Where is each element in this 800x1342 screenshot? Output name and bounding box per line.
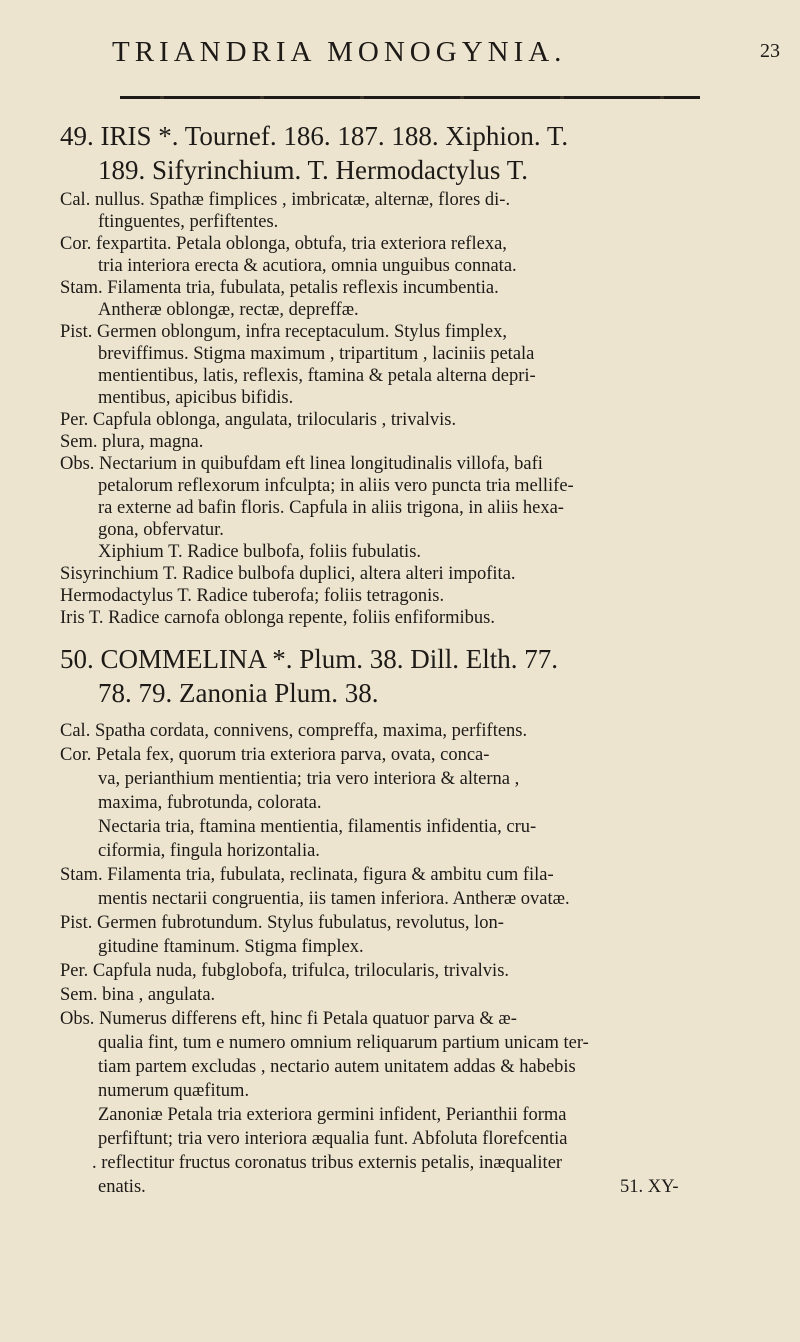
entry-50-line: numerum quæfitum. [98,1081,250,1101]
entry-50-line: mentis nectarii congruentia, iis tamen inferiora. Antheræ ovatæ. [98,889,570,909]
entry-50-line: Cor. Petala fex, quorum tria exteriora parva, ovata, conca- [60,745,490,765]
entry-50-line: tiam partem excludas , nectario autem unitatem addas & habebis [98,1057,576,1077]
entry-50-title-cont: 78. 79. Zanonia Plum. 38. [98,678,379,708]
entry-49-line: Xiphium T. Radice bulbofa, foliis fubulatis. [98,542,422,562]
entry-50-line: . reflectitur fructus coronatus tribus externis petalis, inæqualiter [92,1153,563,1173]
entry-50-line: perfiftunt; tria vero interiora æqualia funt. Abfoluta florefcentia [98,1129,568,1149]
entry-49-line: tria interiora erecta & acutiora, omnia unguibus connata. [98,256,517,276]
entry-49-line: Hermodactylus T. Radice tuberofa; foliis tetragonis. [60,586,445,606]
entry-49-line: gona, obfervatur. [98,520,224,540]
header-rule [120,96,700,99]
catchword: 51. XY- [620,1177,679,1197]
entry-50-line: gitudine ftaminum. Stigma fimplex. [98,937,364,957]
entry-49-line: mentientibus, latis, reflexis, ftamina & petala alterna depri- [98,366,536,386]
entry-50-line: Per. Capfula nuda, fubglobofa, trifulca, trilocularis, trivalvis. [60,961,510,981]
entry-49-line: Cor. fexpartita. Petala oblonga, obtufa, tria exteriora reflexa, [60,234,507,254]
entry-50-line: Pist. Germen fubrotundum. Stylus fubulatus, revolutus, lon- [60,913,504,933]
entry-49-title-cont: 189. Sifyrinchium. T. Hermodactylus T. [98,155,528,185]
entry-50-title: 50. COMMELINA *. Plum. 38. Dill. Elth. 77. [60,644,559,674]
entry-49-line: Sisyrinchium T. Radice bulbofa duplici, altera alteri impofita. [60,564,516,584]
entry-50-line: va, perianthium mentientia; tria vero interiora & alterna , [98,769,520,789]
entry-49-line: Obs. Nectarium in quibufdam eft linea longitudinalis villofa, bafi [60,454,543,474]
running-header: TRIANDRIA MONOGYNIA. [112,36,567,68]
entry-49-line: Per. Capfula oblonga, angulata, trilocularis , trivalvis. [60,410,457,430]
entry-50-line: Zanoniæ Petala tria exteriora germini infident, Perianthii forma [98,1105,567,1125]
entry-49-line: ra externe ad bafin floris. Capfula in aliis trigona, in aliis hexa- [98,498,564,518]
entry-50-line: Cal. Spatha cordata, connivens, compreffa, maxima, perfiftens. [60,721,528,741]
entry-49-line: Sem. plura, magna. [60,432,204,452]
entry-50-line: Obs. Numerus differens eft, hinc fi Petala quatuor parva & æ- [60,1009,517,1029]
entry-49-line: Cal. nullus. Spathæ fimplices , imbricatæ, alternæ, flores di-. [60,190,511,210]
entry-49-line: Antheræ oblongæ, rectæ, depreffæ. [98,300,359,320]
entry-50-line: qualia fint, tum e numero omnium reliquarum partium unicam ter- [98,1033,589,1053]
entry-49-line: mentibus, apicibus bifidis. [98,388,294,408]
entry-50-line: Nectaria tria, ftamina mentientia, filamentis infidentia, cru- [98,817,537,837]
entry-50-line: Sem. bina , angulata. [60,985,216,1005]
entry-49-line: Pist. Germen oblongum, infra receptaculum. Stylus fimplex, [60,322,507,342]
entry-49-line: Iris T. Radice carnofa oblonga repente, foliis enfiformibus. [60,608,495,628]
entry-49-line: petalorum reflexorum infculpta; in aliis vero puncta tria mellife- [98,476,574,496]
page-number: 23 [760,40,780,62]
entry-49-line: Stam. Filamenta tria, fubulata, petalis reflexis incumbentia. [60,278,499,298]
entry-50-line: Stam. Filamenta tria, fubulata, reclinata, figura & ambitu cum fila- [60,865,554,885]
entry-49-title: 49. IRIS *. Tournef. 186. 187. 188. Xiphion. T. [60,121,569,151]
entry-49-line: ftinguentes, perfiftentes. [98,212,279,232]
entry-49-line: breviffimus. Stigma maximum , tripartitum , laciniis petala [98,344,535,364]
entry-50-line: maxima, fubrotunda, colorata. [98,793,322,813]
entry-50-line: ciformia, fingula horizontalia. [98,841,320,861]
entry-50-line: enatis. [98,1177,146,1197]
